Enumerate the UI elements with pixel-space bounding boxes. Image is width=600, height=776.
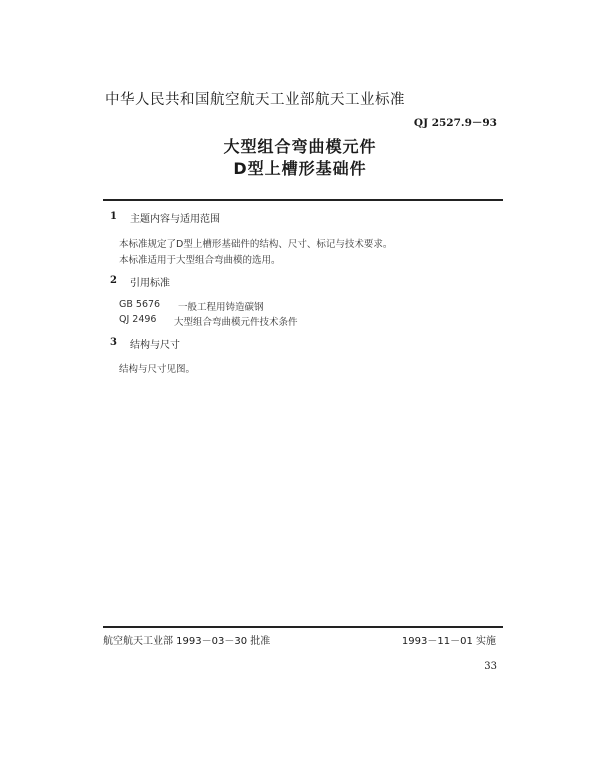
reference-2-title: 大型组合弯曲模元件技术条件: [174, 317, 298, 328]
document-title: 大型组合弯曲模元件: [223, 137, 377, 156]
issuing-organization: 中华人民共和国航空航天工业部航天工业标准: [105, 92, 405, 108]
standard-code: QJ 2527.9－93: [413, 117, 497, 129]
section-3-number: 3: [110, 337, 117, 348]
approval-date: 航空航天工业部 1993－03－30 批准: [103, 636, 271, 647]
reference-1-title: 一般工程用铸造碳钢: [178, 302, 264, 313]
section-2-title: 引用标准: [130, 278, 170, 289]
reference-2-code: QJ 2496: [119, 314, 157, 325]
section-1-number: 1: [110, 211, 117, 222]
implementation-date: 1993－11－01 实施: [401, 636, 496, 647]
document-subtitle: D型上槽形基础件: [233, 159, 367, 178]
section-1-title: 主题内容与适用范围: [130, 214, 220, 225]
section-3-title: 结构与尺寸: [130, 340, 180, 351]
footer-divider: [103, 626, 503, 628]
section-1-line-1: 本标准规定了D型上槽形基础件的结构、尺寸、标记与技术要求。: [119, 239, 393, 250]
header-divider: [103, 199, 503, 201]
reference-1-code: GB 5676: [119, 299, 161, 310]
page-number: 33: [484, 661, 497, 672]
section-2-number: 2: [110, 275, 117, 286]
section-1-line-2: 本标准适用于大型组合弯曲模的选用。: [119, 255, 281, 266]
section-3-line-1: 结构与尺寸见图。: [119, 364, 196, 375]
